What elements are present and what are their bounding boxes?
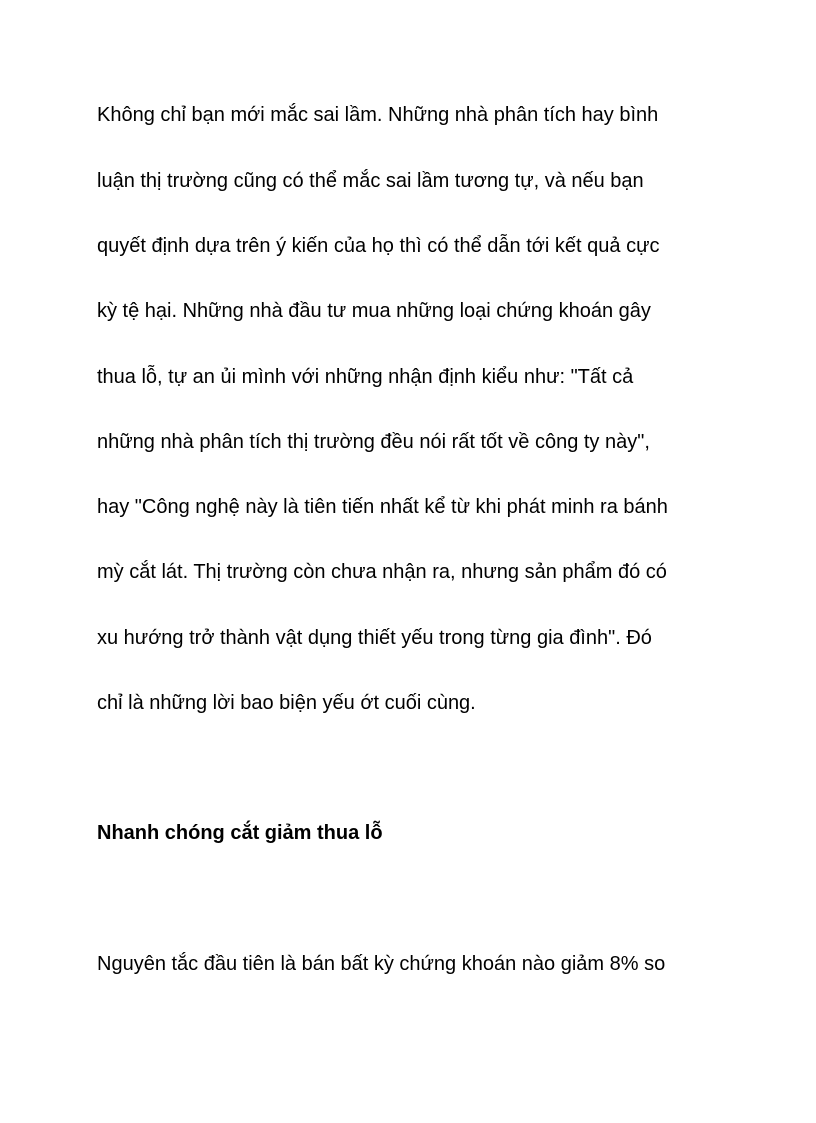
paragraph-1-line-10: chỉ là những lời bao biện yếu ớt cuối cùng. [97, 692, 476, 714]
paragraph-1-line-8: mỳ cắt lát. Thị trường còn chưa nhận ra, nhưng sản phẩm đó có [97, 561, 667, 583]
paragraph-1-line-5: thua lỗ, tự an ủi mình với những nhận định kiểu như: "Tất cả [97, 366, 634, 388]
paragraph-1-line-9: xu hướng trở thành vật dụng thiết yếu trong từng gia đình". Đó [97, 627, 652, 649]
paragraph-1-line-3: quyết định dựa trên ý kiến của họ thì có thể dẫn tới kết quả cực [97, 235, 660, 257]
paragraph-1-line-1: Không chỉ bạn mới mắc sai lầm. Những nhà phân tích hay bình [97, 104, 659, 126]
paragraph-1-line-6: những nhà phân tích thị trường đều nói rất tốt về công ty này", [97, 431, 650, 453]
section-heading: Nhanh chóng cắt giảm thua lỗ [97, 822, 383, 844]
paragraph-1-line-7: hay "Công nghệ này là tiên tiến nhất kể từ khi phát minh ra bánh [97, 496, 668, 518]
paragraph-2-line-1: Nguyên tắc đầu tiên là bán bất kỳ chứng khoán nào giảm 8% so [97, 953, 666, 975]
paragraph-1-line-2: luận thị trường cũng có thể mắc sai lầm tương tự, và nếu bạn [97, 170, 644, 192]
paragraph-1-line-4: kỳ tệ hại. Những nhà đầu tư mua những loại chứng khoán gây [97, 300, 651, 322]
